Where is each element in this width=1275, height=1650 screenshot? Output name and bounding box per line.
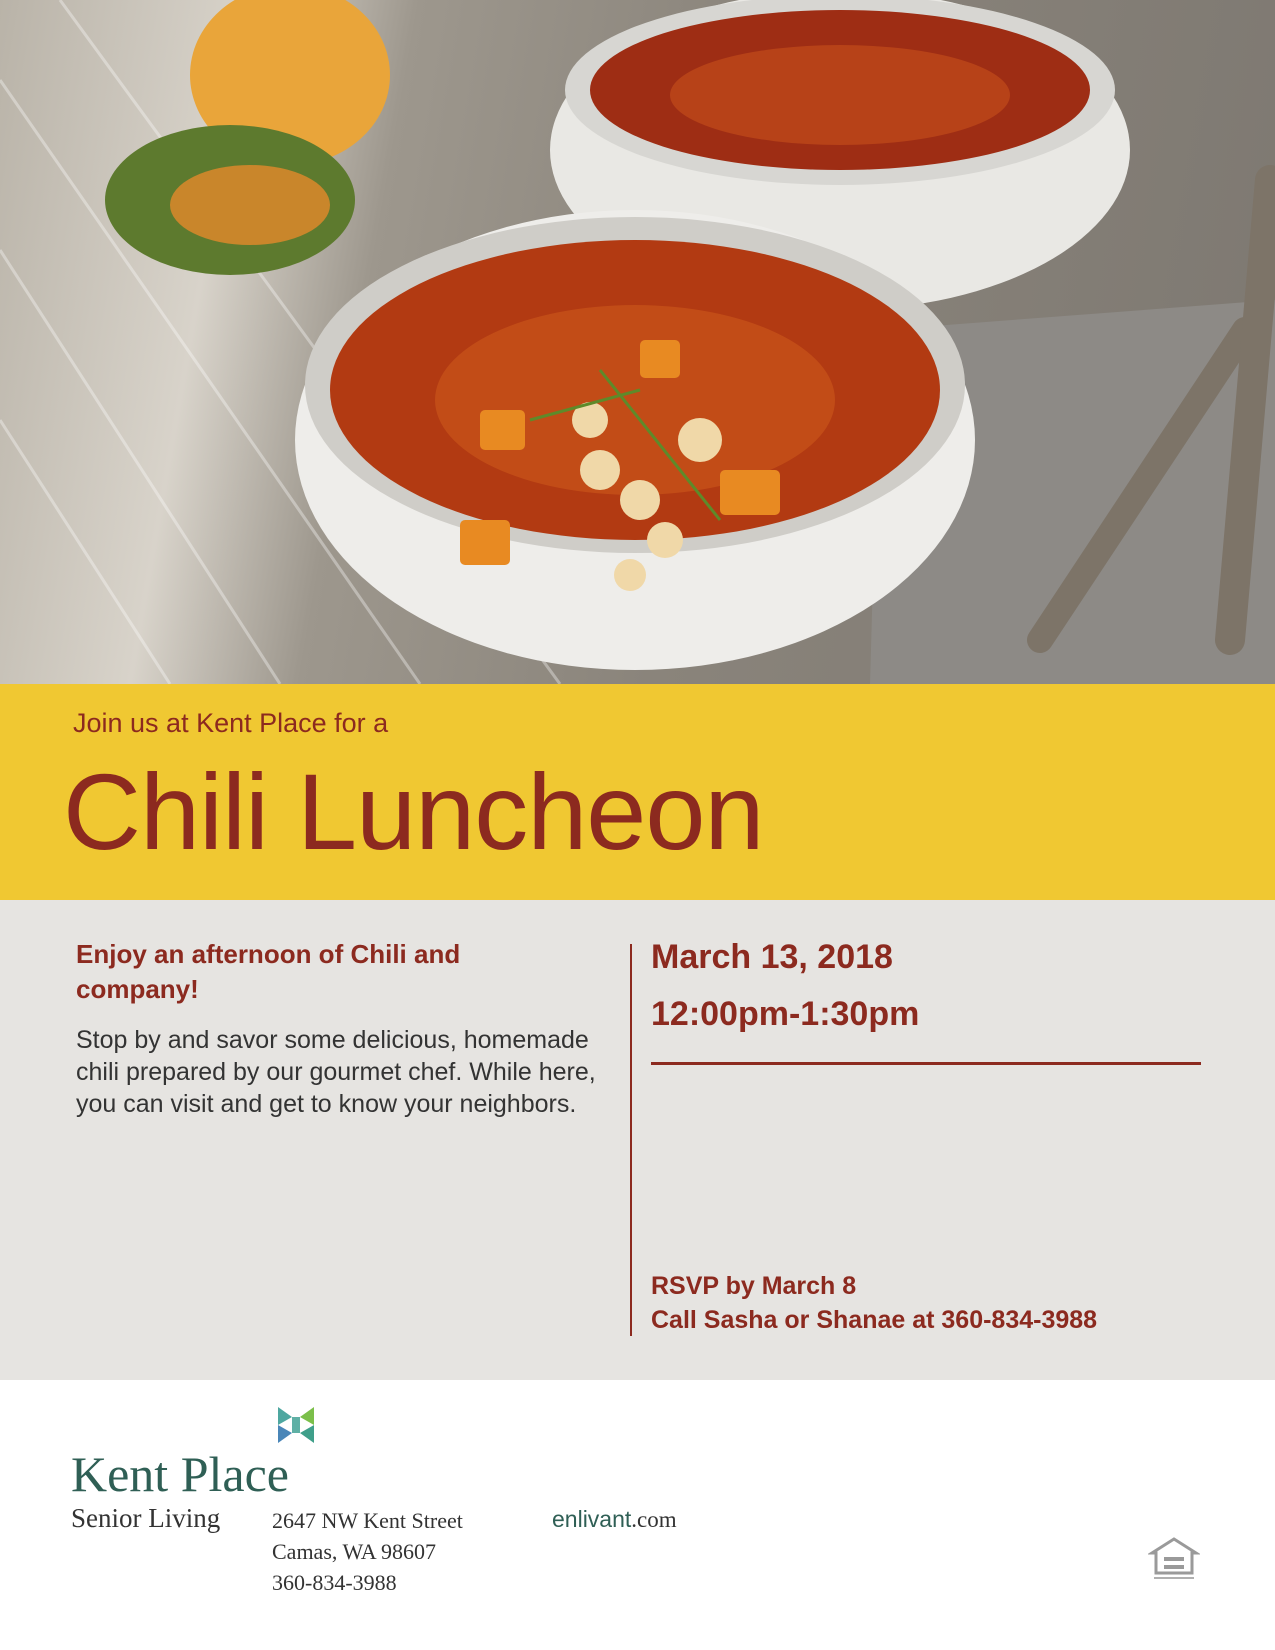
website-tld: .com [631,1507,677,1532]
date-underline [651,1062,1201,1065]
column-divider [630,944,632,1336]
event-time: 12:00pm-1:30pm [651,995,920,1033]
rsvp-contact: Call Sasha or Shanae at 360-834-3988 [651,1306,1098,1334]
event-description: Stop by and savor some delicious, homemade chili prepared by our gourmet chef. While here, you can visit and get to know your neighbors. [76,1026,596,1118]
address-phone: 360-834-3988 [272,1570,397,1595]
chili-bowls-illustration [0,0,1275,684]
hero-photo [0,0,1275,684]
equal-housing-icon [1148,1535,1200,1583]
website-name: enlivant [552,1506,632,1532]
brand-tagline: Senior Living [71,1503,221,1533]
event-heading: Enjoy an afternoon of Chili and company! [76,939,461,1004]
address-block [272,1505,463,1598]
address-street: 2647 NW Kent Street [272,1508,463,1533]
address-city: Camas, WA 98607 [272,1539,436,1564]
website-link[interactable] [552,1506,677,1533]
event-date: March 13, 2018 [651,938,893,976]
invitation-intro: Join us at Kent Place for a [73,708,389,738]
rsvp-deadline: RSVP by March 8 [651,1272,857,1300]
brand-name: Kent Place [71,1446,289,1502]
kent-place-logo-icon [272,1403,320,1447]
event-title: Chili Luncheon [63,751,764,872]
